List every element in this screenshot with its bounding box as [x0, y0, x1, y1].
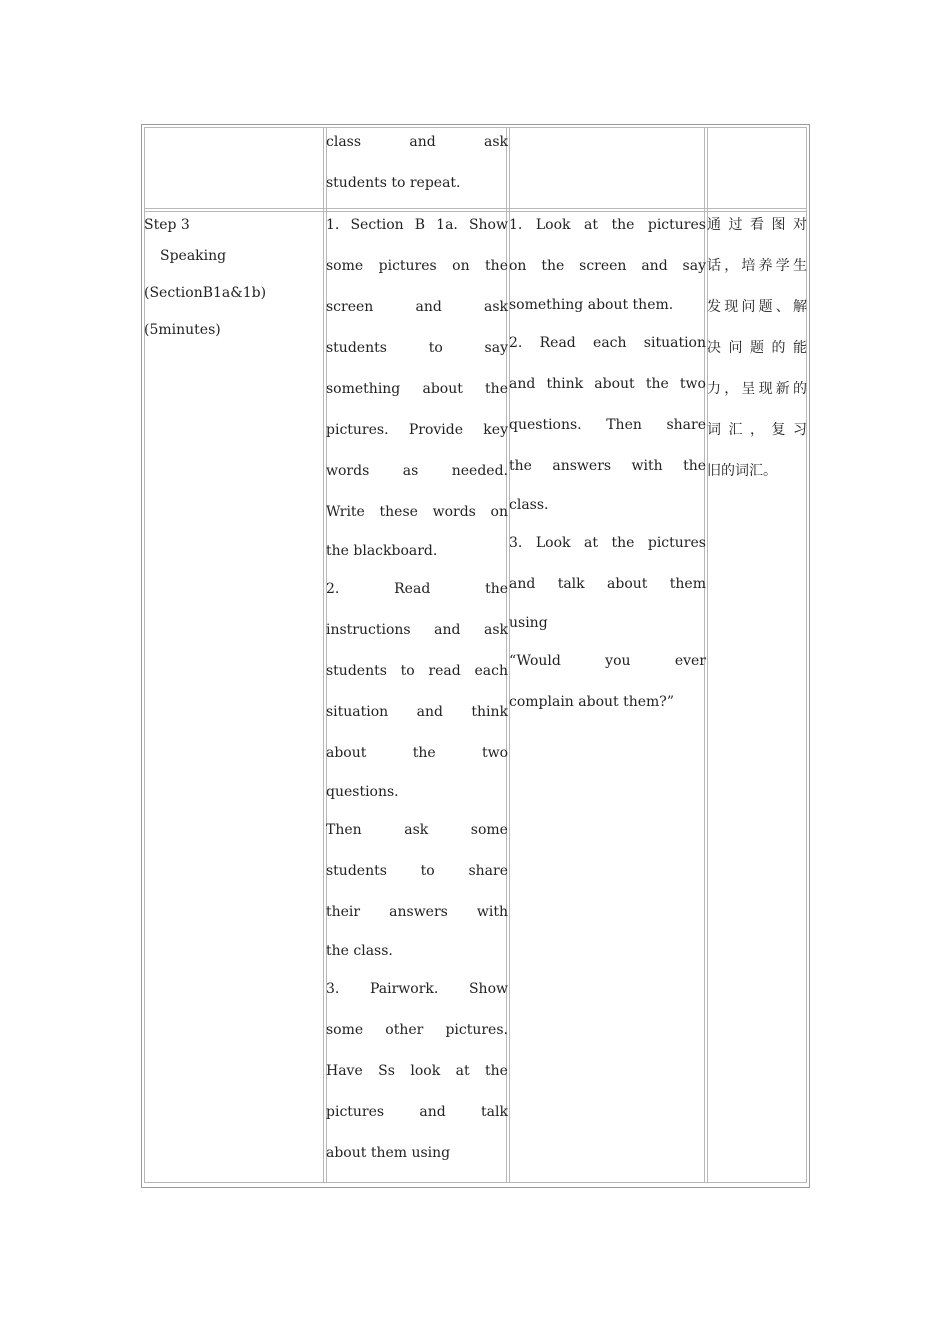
char: 发 — [707, 299, 721, 315]
word: class — [326, 134, 362, 150]
word: Section — [350, 217, 404, 233]
word: questions. — [509, 417, 582, 433]
word: and — [416, 704, 443, 720]
word: 1. — [326, 217, 340, 233]
word: students — [326, 663, 387, 679]
word: Have — [326, 1063, 363, 1079]
text-line — [326, 1051, 508, 1092]
word: students — [326, 863, 387, 879]
word: Show — [468, 217, 508, 233]
word: about — [607, 576, 648, 592]
char: 、 — [775, 299, 790, 315]
teacher-activity-cell — [326, 205, 508, 1174]
char: ， — [750, 422, 764, 438]
char: 解 — [792, 299, 807, 315]
word: at — [583, 535, 598, 551]
word: 1. — [509, 217, 523, 233]
word: words — [326, 463, 370, 479]
word: other — [385, 1022, 424, 1038]
word: B — [414, 217, 426, 233]
word: “Would — [509, 653, 561, 669]
char: 现 — [724, 299, 739, 315]
word: two — [481, 745, 508, 761]
text-line — [326, 1010, 508, 1051]
row1-teacher-activity — [326, 122, 508, 204]
text-line: the blackboard. — [326, 543, 438, 559]
word: to — [420, 863, 435, 879]
word: 3. — [326, 981, 340, 997]
text-line: class. — [509, 497, 549, 513]
word: at — [455, 1063, 470, 1079]
word: screen — [326, 299, 374, 315]
word: talk — [481, 1104, 508, 1120]
word: screen — [579, 258, 627, 274]
word: Provide — [408, 422, 464, 438]
word: some — [326, 1022, 364, 1038]
text-line — [326, 810, 508, 851]
word: 2. — [509, 335, 523, 351]
text-line: questions. — [326, 784, 399, 800]
char: 呈 — [741, 381, 756, 397]
word: needed. — [451, 463, 508, 479]
text-line — [707, 246, 807, 287]
text-line — [326, 969, 508, 1010]
word: situation — [643, 335, 706, 351]
word: two — [679, 376, 706, 392]
text-line — [707, 369, 807, 410]
text-line — [707, 328, 807, 369]
word: some — [470, 822, 508, 838]
word: their — [326, 904, 361, 920]
text-line — [326, 1092, 508, 1133]
word: them — [669, 576, 706, 592]
word: ask — [483, 134, 508, 150]
text-line — [509, 523, 706, 564]
word: the — [611, 217, 635, 233]
step-subtitle: Speaking — [160, 248, 227, 264]
text-line — [509, 364, 706, 405]
word: with — [476, 904, 508, 920]
word: about — [594, 376, 635, 392]
word: and — [509, 376, 536, 392]
text-line — [707, 205, 807, 246]
word: the — [412, 745, 436, 761]
text-line — [326, 733, 508, 774]
word: 1a. — [436, 217, 458, 233]
word: pictures. — [445, 1022, 508, 1038]
word: key — [483, 422, 508, 438]
char: 养 — [758, 258, 773, 274]
word: Then — [326, 822, 362, 838]
word: read — [428, 663, 461, 679]
char: 话 — [707, 258, 721, 274]
text-line — [509, 564, 706, 605]
word: pictures. — [326, 422, 389, 438]
char: 复 — [771, 422, 786, 438]
char: 决 — [707, 340, 721, 356]
text-line — [326, 410, 508, 451]
char: 问 — [728, 340, 743, 356]
step-time: (5minutes) — [144, 322, 221, 338]
word: the — [485, 1063, 508, 1079]
text-line — [326, 569, 508, 610]
word: each — [593, 335, 627, 351]
word: and — [409, 134, 436, 150]
char: 新 — [775, 381, 790, 397]
word: ask — [483, 622, 508, 638]
word: and — [419, 1104, 446, 1120]
text-line — [326, 851, 508, 892]
char: 词 — [707, 422, 721, 438]
word: students — [326, 340, 387, 356]
char: 问 — [741, 299, 756, 315]
text-line: something about them. — [509, 297, 674, 313]
word: Then — [606, 417, 642, 433]
text-line — [707, 287, 807, 328]
word: answers — [552, 458, 612, 474]
word: ask — [404, 822, 429, 838]
text-line: complain about them?” — [509, 694, 674, 710]
word: some — [326, 258, 364, 274]
word: and — [415, 299, 442, 315]
text-line — [509, 323, 706, 364]
word: answers — [389, 904, 448, 920]
word: ask — [483, 299, 508, 315]
word: pictures — [326, 1104, 385, 1120]
word: as — [402, 463, 419, 479]
word: the — [485, 258, 508, 274]
char: 的 — [792, 381, 807, 397]
char: ， — [724, 381, 739, 397]
word: look — [410, 1063, 441, 1079]
word: Look — [535, 535, 571, 551]
text-line — [509, 405, 706, 446]
text-line: the class. — [326, 943, 393, 959]
word: say — [484, 340, 508, 356]
word: words — [432, 504, 476, 520]
word: talk — [557, 576, 585, 592]
text-line — [326, 451, 508, 492]
text-line — [326, 610, 508, 651]
word: to — [400, 663, 415, 679]
text-line: about them using — [326, 1145, 451, 1161]
word: share — [666, 417, 706, 433]
word: on — [509, 258, 527, 274]
word: on — [490, 504, 508, 520]
text-line — [509, 641, 706, 682]
word: Look — [535, 217, 571, 233]
word: think — [471, 704, 508, 720]
word: about — [422, 381, 463, 397]
word: say — [682, 258, 706, 274]
text-line — [509, 446, 706, 487]
text-line — [326, 287, 508, 328]
char: 看 — [750, 217, 764, 233]
char: 能 — [793, 340, 807, 356]
char: ， — [724, 258, 739, 274]
char: 现 — [758, 381, 773, 397]
text-line: students to repeat. — [326, 175, 461, 191]
word: Read — [539, 335, 576, 351]
word: you — [605, 653, 631, 669]
text-line — [707, 410, 807, 451]
char: 题 — [758, 299, 773, 315]
word: the — [485, 581, 508, 597]
word: pictures — [647, 535, 706, 551]
text-line — [326, 892, 508, 933]
char: 通 — [707, 217, 721, 233]
char: 的 — [771, 340, 786, 356]
text-line — [326, 122, 508, 163]
text-line — [326, 651, 508, 692]
word: the — [541, 258, 565, 274]
word: pictures — [378, 258, 437, 274]
word: and — [641, 258, 668, 274]
word: 2. — [326, 581, 340, 597]
text-line — [509, 246, 706, 287]
word: think — [546, 376, 584, 392]
char: 对 — [793, 217, 807, 233]
text-line: 旧的词汇。 — [707, 463, 777, 479]
word: pictures — [647, 217, 706, 233]
word: the — [683, 458, 706, 474]
char: 培 — [741, 258, 756, 274]
word: to — [428, 340, 443, 356]
word: ever — [674, 653, 706, 669]
char: 习 — [793, 422, 807, 438]
text-line — [509, 205, 706, 246]
char: 学 — [775, 258, 790, 274]
text-line — [326, 369, 508, 410]
word: on — [452, 258, 470, 274]
word: the — [611, 535, 635, 551]
word: and — [434, 622, 461, 638]
step-section: (SectionB1a&1b) — [144, 285, 267, 301]
column-divider — [323, 127, 324, 1183]
word: Ss — [378, 1063, 395, 1079]
word: Pairwork. — [369, 981, 439, 997]
word: the — [509, 458, 532, 474]
word: something — [326, 381, 401, 397]
text-line — [326, 205, 508, 246]
text-line — [326, 246, 508, 287]
student-activity-cell — [509, 205, 706, 723]
char: 力 — [707, 381, 721, 397]
word: these — [379, 504, 418, 520]
word: with — [631, 458, 663, 474]
step-title: Step 3 — [144, 217, 190, 233]
char: 题 — [750, 340, 764, 356]
word: 3. — [509, 535, 523, 551]
text-line — [326, 492, 508, 533]
word: instructions — [326, 622, 411, 638]
word: Show — [468, 981, 508, 997]
word: about — [326, 745, 367, 761]
word: the — [485, 381, 508, 397]
text-line — [326, 328, 508, 369]
word: each — [474, 663, 508, 679]
text-line: using — [509, 615, 548, 631]
step-cell — [144, 212, 322, 348]
word: at — [583, 217, 598, 233]
word: share — [468, 863, 508, 879]
char: 汇 — [728, 422, 743, 438]
word: the — [645, 376, 669, 392]
word: and — [509, 576, 536, 592]
char: 生 — [792, 258, 807, 274]
word: Write — [326, 504, 365, 520]
purpose-cell — [707, 205, 807, 492]
char: 图 — [771, 217, 786, 233]
word: situation — [326, 704, 389, 720]
word: Read — [394, 581, 431, 597]
char: 过 — [728, 217, 743, 233]
text-line — [326, 692, 508, 733]
